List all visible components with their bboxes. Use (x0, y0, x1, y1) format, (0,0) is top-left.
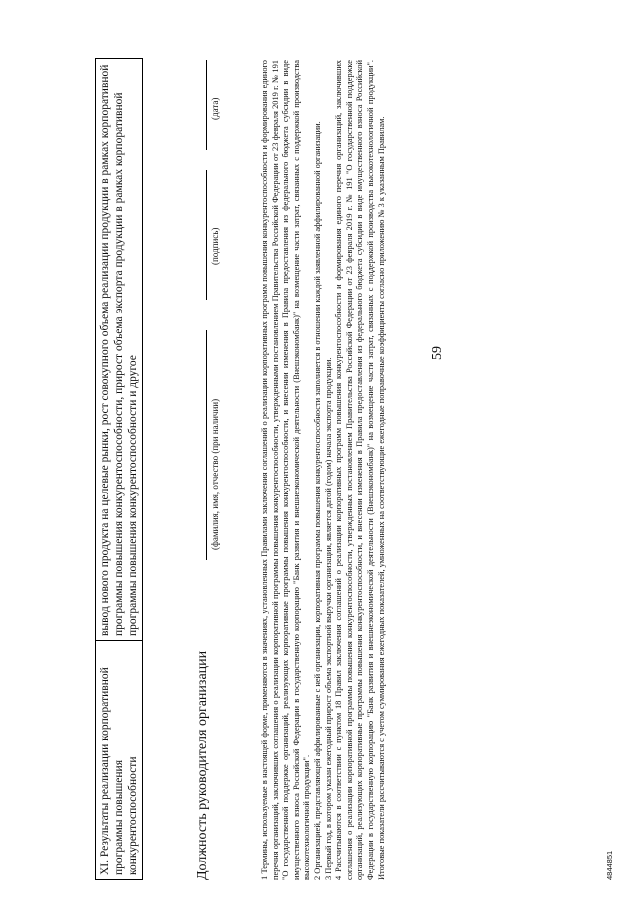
name-line (206, 330, 207, 560)
page-number: 59 (430, 346, 445, 360)
name-caption: (фамилия, имя, отчество (при наличии) (210, 398, 220, 550)
footnote-4: 4 Рассчитываются в соответствии с пунктом 18 Правил заключения соглашений о реализации корпоративных программ повышения конкурентоспособности и формирования единого перечня организаций, заключивших соглашения о реализации корпоративной программы повышения конкурентоспособности, утвержденных постановлением Правительства Российской Федерации от 23 февраля 2019 г. № 191 "О государственной поддержке организаций, реализующих корпоративные программы повышения конкурентоспособности, и внесении изменения в Правила предоставления из федерального бюджета субсидии в виде имущественного взноса Российской Федерации в государственную корпорацию "Банк развития и внешнеэкономической деятельности (Внешэкономбанк)" на возмещение части затрат, связанных с поддержкой производства высокотехнологичной продукции". Итоговые показатели рассчитываются с учетом суммирования ежегодных показателей, умноженных на соответствующие ежегодные поправочные коэффициенты согласно приложению № 3 к указанным Правилам. (334, 60, 386, 880)
date-caption: (дата) (210, 97, 220, 120)
footnotes (260, 60, 387, 880)
table-cell-section: XI. Результаты реализации корпоративной программы повышения конкурентоспособности (96, 640, 142, 879)
table-cell-description: вывод нового продукта на целевые рынки, рост совокупного объема реализации продукции в рамках корпоративной программы повышения конкурентоспособности, прирост объема экспорта продукции в рамках корпоративной программы повышения конкурентоспособности и другое (99, 64, 139, 636)
date-line (206, 60, 207, 150)
rotated-sheet (20, 20, 620, 880)
signature-line (206, 170, 207, 300)
signature-caption: (подпись) (210, 227, 220, 265)
footnote-3: 3 Первый год, в котором указан ежегодный прирост объема экспортной выручки организации, является датой (годом) начала экспорта продукции. (323, 357, 333, 880)
footnote-1: 1 Термины, используемые в настоящей форме, применяются в значениях, установленных Правилами заключения соглашений о реализации корпоративных программ повышения конкурентоспособности и формирования единого перечня организаций, заключивших соглашения о реализации корпоративной программы повышения конкурентоспособности, утвержденными постановлением Правительства Российской Федерации от 23 февраля 2019 г. № 191 "О государственной поддержке организаций, реализующих корпоративные программы повышения конкурентоспособности, и внесении изменения в Правила предоставления из федерального бюджета субсидии в виде имущественного взноса Российской Федерации в государственную корпорацию "Банк развития и внешнеэкономической деятельности (Внешэкономбанк)" на возмещение части затрат, связанных с поддержкой производства высокотехнологичной продукции". (260, 60, 312, 880)
page-title: Должность руководителя организации (195, 650, 210, 880)
footnote-2: 2 Организацией, представляющей аффилированные с ней организации, корпоративная программа повышения конкурентоспособности заполняется в отношении каждой заявленной аффилированной организации. (312, 121, 322, 880)
results-table (95, 58, 143, 880)
document-id: 4844851 (605, 850, 614, 880)
